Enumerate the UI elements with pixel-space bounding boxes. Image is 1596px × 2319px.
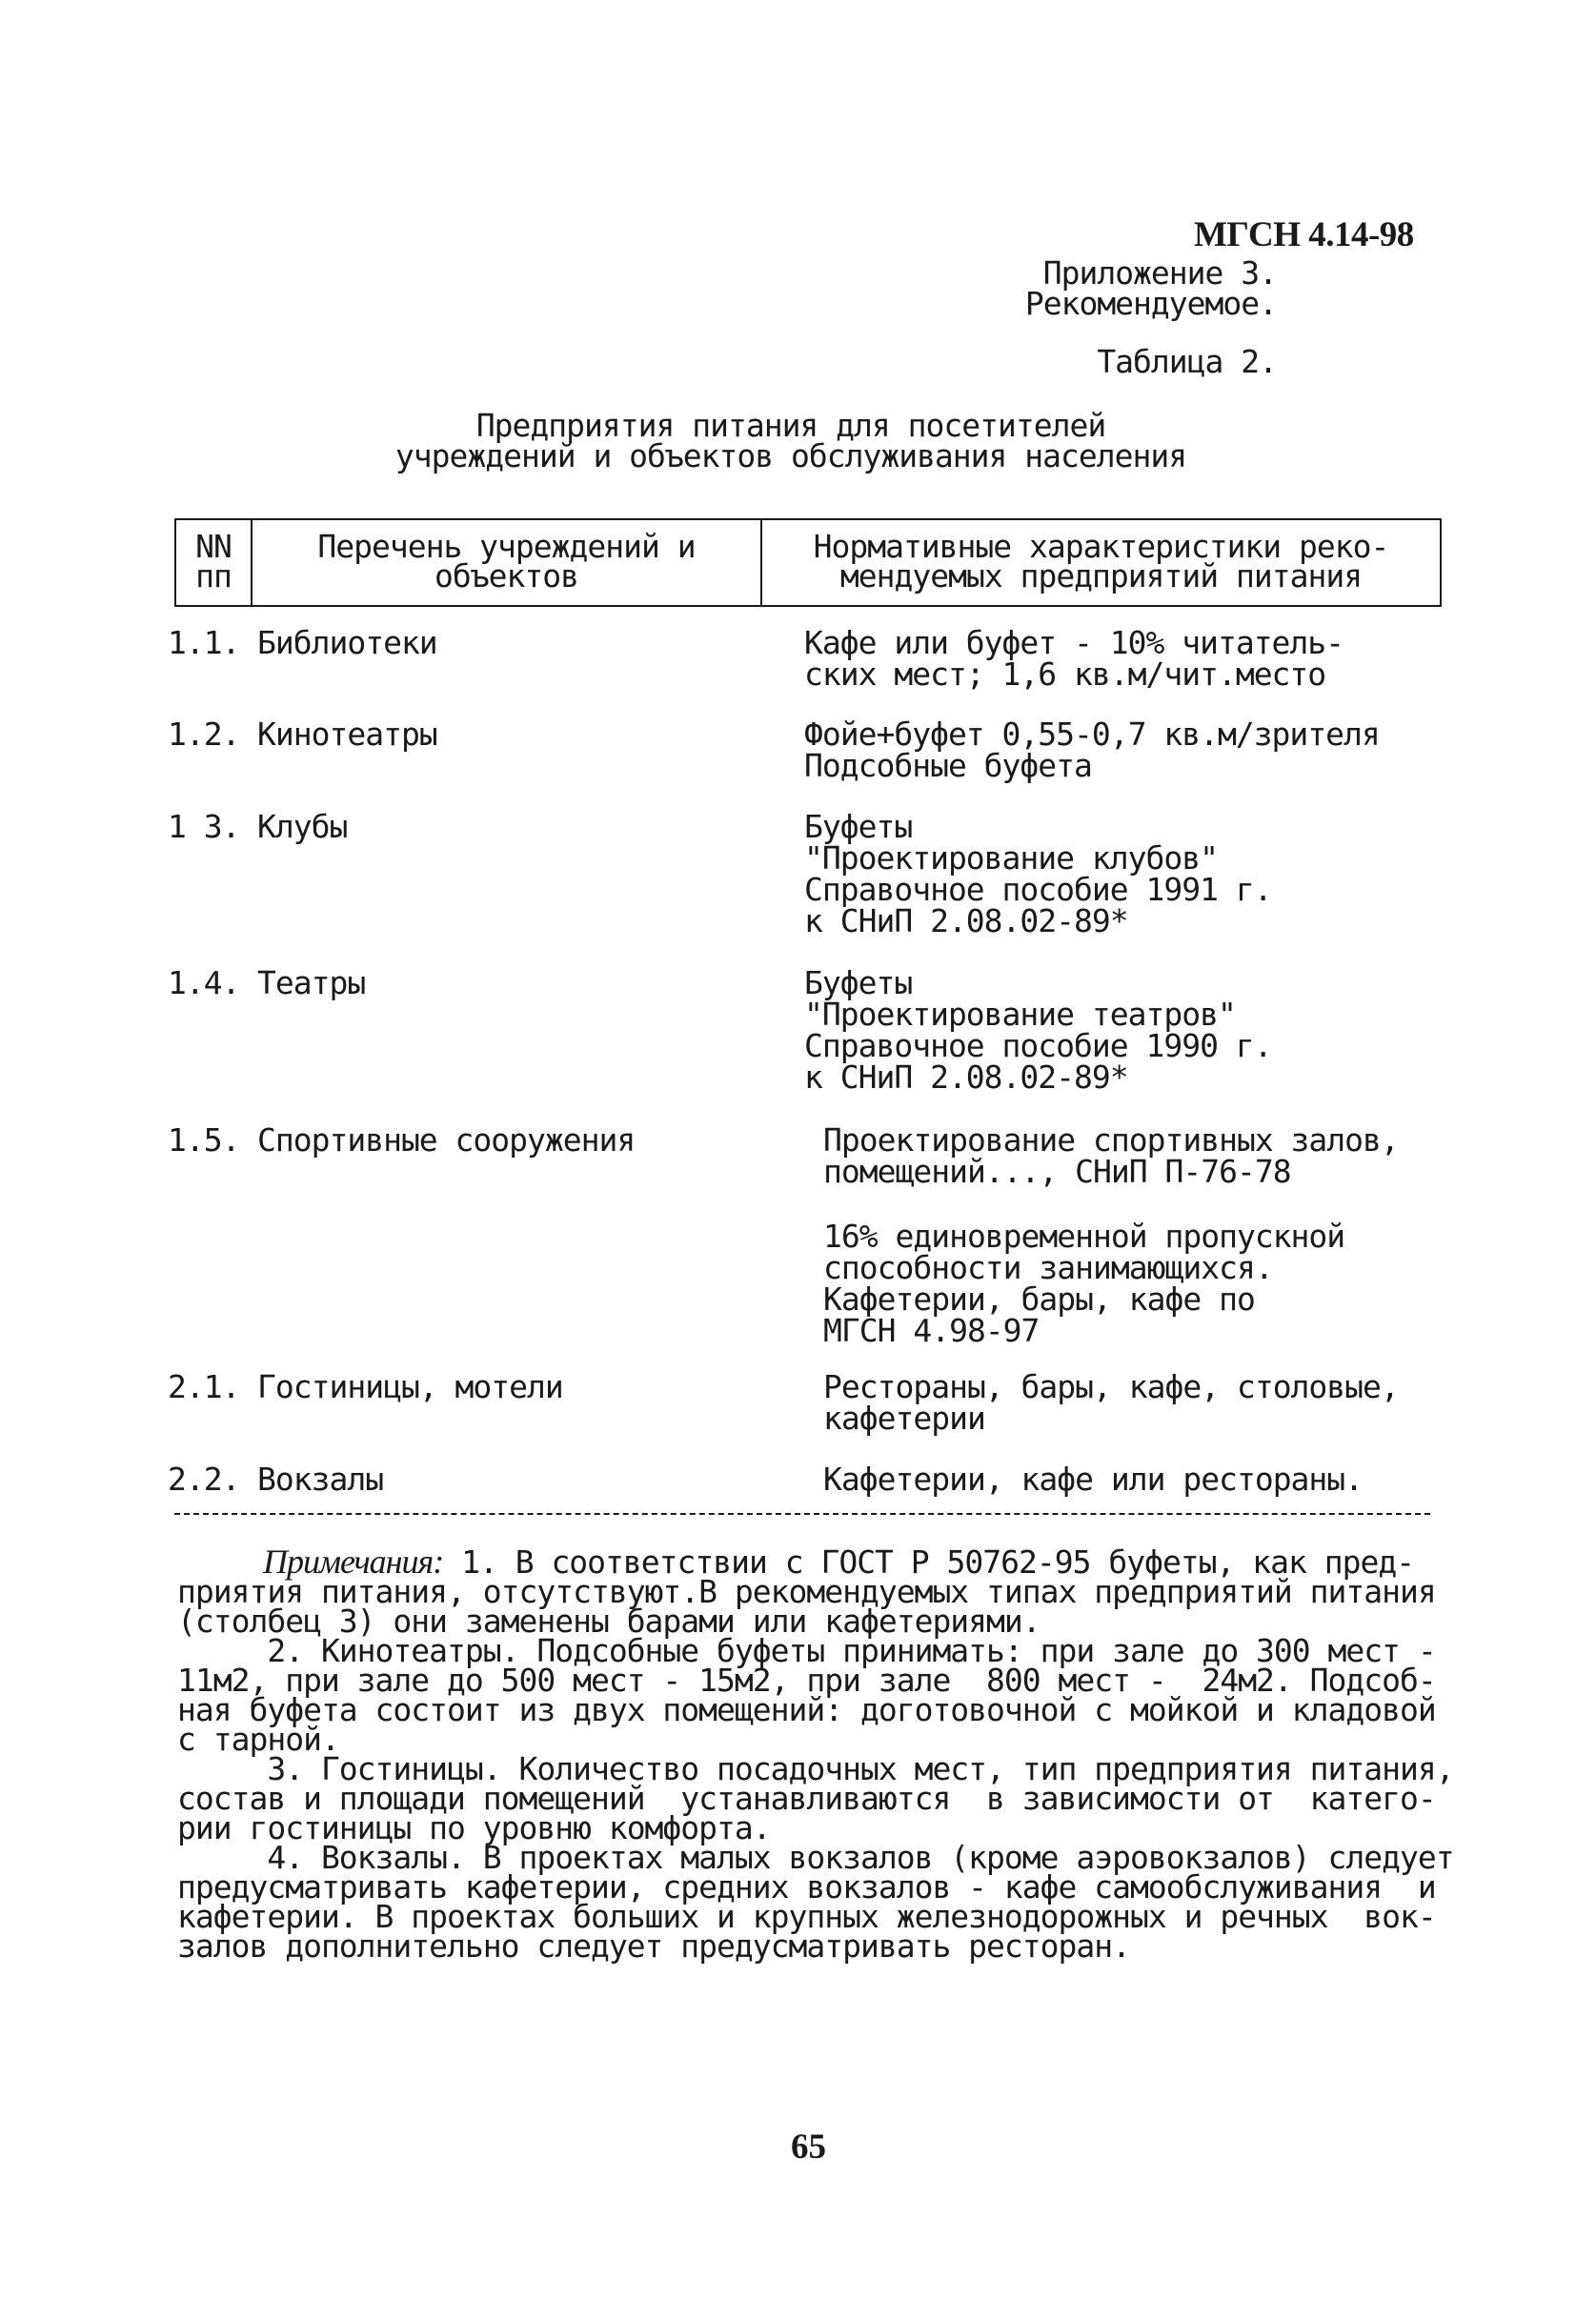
row-institution: Театры <box>257 964 366 1001</box>
notes-label: Примечания: <box>263 1543 444 1581</box>
recommended-label: Рекомендуемое. <box>1024 285 1277 322</box>
row-characteristics: Буфеты "Проектирование театров" Справочное пособие 1990 г. к СНиП 2.08.02-89* <box>804 964 1272 1096</box>
table-number: Таблица 2. <box>1097 343 1277 380</box>
row-institution: Спортивные сооружения <box>257 1121 636 1159</box>
row-characteristics: Проектирование спортивных залов, помещений..., СНиП П-76-78 16% единовременной пропускной способности занимающихся. Кафетерии, бары, кафе по МГСН 4.98-97 <box>823 1121 1399 1349</box>
row-institution: Гостиницы, мотели <box>257 1368 563 1405</box>
row-characteristics: Фойе+буфет 0,55-0,7 кв.м/зрителя Подсобные буфета <box>804 716 1380 784</box>
row-number: 1.5. <box>168 1121 240 1159</box>
row-number: 1.2. <box>168 716 240 753</box>
row-number: 2.1. <box>168 1368 240 1405</box>
table-bottom-divider <box>174 1513 1430 1515</box>
row-number: 1.1. <box>168 624 240 661</box>
row-characteristics: Буфеты "Проектирование клубов" Справочное пособие 1991 г. к СНиП 2.08.02-89* <box>804 808 1272 939</box>
header-col-characteristics: Нормативные характеристики реко- мендуемых предприятий питания <box>813 528 1389 595</box>
table-header <box>174 518 1442 607</box>
row-number: 2.2. <box>168 1461 240 1498</box>
row-number: 1 3. <box>168 808 240 845</box>
row-characteristics: Кафе или буфет - 10% читатель- ских мест; 1,6 кв.м/чит.место <box>804 624 1344 693</box>
row-characteristics: Кафетерии, кафе или рестораны. <box>823 1461 1364 1498</box>
appendix-label: Приложение 3. <box>1042 254 1277 292</box>
notes-first-line: Примечания: 1. В соответствии с ГОСТ Р 50762-95 буфеты, как пред- <box>263 1543 1415 1581</box>
row-characteristics: Рестораны, бары, кафе, столовые, кафетерии <box>823 1368 1399 1437</box>
row-number: 1.4. <box>168 964 240 1001</box>
row-institution: Клубы <box>257 808 348 845</box>
table-title-line-1: Предприятия питания для посетителей <box>475 407 1106 444</box>
page-number: 65 <box>791 2127 826 2167</box>
header-col-number: NN пп <box>176 520 253 605</box>
document-code: МГСН 4.14-98 <box>1194 215 1414 254</box>
row-institution: Библиотеки <box>257 624 437 661</box>
header-col-institutions: Перечень учреждений и объектов <box>253 520 762 605</box>
notes-section: Примечания: 1. В соответствии с ГОСТ Р 50762-95 буфеты, как пред- приятия питания, отсутствуют.В рекомендуемых типах предприятий питания (столбец 3) они заменены барами или кафетериями. 2. Кинотеатры. Подсобные буфеты принимать: при зале до 300 мест - 11м2, при зале до 500 мест - 15м2, при зале 800 мест - 24м2. Подсоб- ная буфета состоит из двух помещений: доготовочной с мойкой и кладовой с тарной. 3. Гостиницы. Количество посадочных мест, тип предприятия питания, состав и площади помещений устанавливаются в зависимости от катего- рии гостиницы по уровню комфорта. 4. Вокзалы. В проектах малых вокзалов (кроме аэровокзалов) следует предусматривать кафетерии, средних вокзалов - кафе самообслуживания и кафетерии. В проектах больших и крупных железнодорожных и речных вок- залов дополнительно следует предусматривать ресторан. <box>177 1547 1492 1961</box>
row-institution: Вокзалы <box>257 1461 384 1498</box>
table-title-line-2: учреждений и объектов обслуживания населения <box>394 437 1187 474</box>
row-institution: Кинотеатры <box>257 716 437 753</box>
